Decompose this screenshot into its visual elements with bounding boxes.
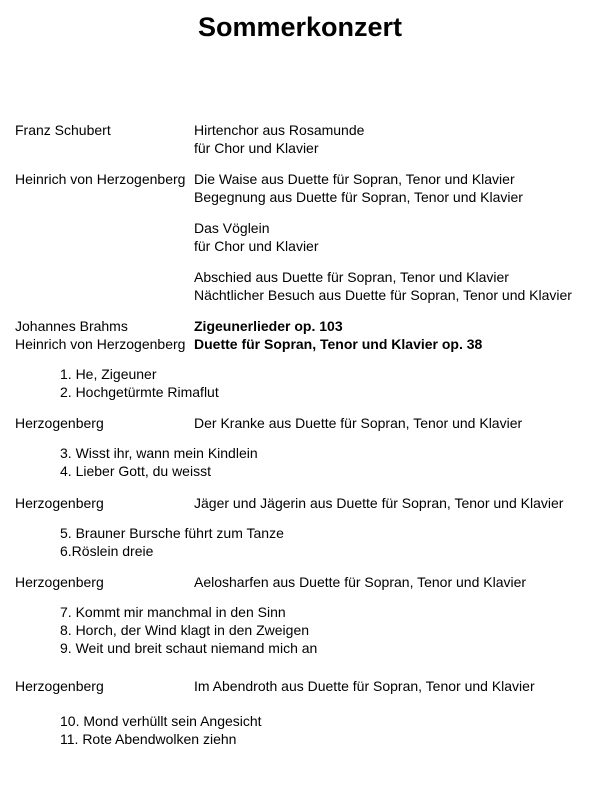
composer-name: Herzogenberg (15, 678, 104, 694)
song-item: 5. Brauner Bursche führt zum Tanze (60, 525, 284, 541)
song-item: 8. Horch, der Wind klagt in den Zweigen (60, 622, 310, 638)
page-title: Sommerkonzert (197, 12, 403, 42)
work-title: Das Vöglein (194, 220, 270, 236)
song-item: 6.Röslein dreie (60, 543, 154, 559)
song-item: 4. Lieber Gott, du weisst (60, 463, 211, 479)
composer-name: Heinrich von Herzogenberg (15, 336, 186, 352)
work-title: Nächtlicher Besuch aus Duette für Sopran, Tenor und Klavier (194, 287, 572, 303)
composer-name: Johannes Brahms (15, 318, 128, 334)
work-title: Der Kranke aus Duette für Sopran, Tenor und Klavier (194, 415, 523, 431)
composer-name: Herzogenberg (15, 415, 104, 431)
work-detail: für Chor und Klavier (194, 140, 319, 156)
work-title: Aelosharfen aus Duette für Sopran, Tenor und Klavier (194, 574, 527, 590)
work-title: Abschied aus Duette für Sopran, Tenor und Klavier (194, 269, 509, 285)
work-title: Begegnung aus Duette für Sopran, Tenor und Klavier (194, 189, 523, 205)
work-detail: für Chor und Klavier (194, 238, 319, 254)
work-title-bold: Zigeunerlieder op. 103 (194, 318, 343, 334)
song-item: 11. Rote Abendwolken ziehn (60, 731, 237, 747)
song-item: 2. Hochgetürmte Rimaflut (60, 384, 219, 400)
song-item: 10. Mond verhüllt sein Angesicht (60, 713, 262, 729)
work-title: Jäger und Jägerin aus Duette für Sopran, Tenor und Klavier (194, 495, 564, 511)
composer-name: Heinrich von Herzogenberg (15, 171, 186, 187)
song-item: 1. He, Zigeuner (60, 366, 157, 382)
composer-name: Herzogenberg (15, 574, 104, 590)
song-item: 7. Kommt mir manchmal in den Sinn (60, 604, 286, 620)
work-title: Die Waise aus Duette für Sopran, Tenor und Klavier (194, 171, 515, 187)
work-title: Hirtenchor aus Rosamunde (194, 122, 365, 138)
song-item: 9. Weit und breit schaut niemand mich an (60, 640, 318, 656)
composer-name: Herzogenberg (15, 495, 104, 511)
song-item: 3. Wisst ihr, wann mein Kindlein (60, 445, 258, 461)
work-title: Im Abendroth aus Duette für Sopran, Tenor und Klavier (194, 678, 535, 694)
work-title-bold: Duette für Sopran, Tenor und Klavier op. 38 (194, 336, 483, 352)
composer-name: Franz Schubert (15, 122, 111, 138)
